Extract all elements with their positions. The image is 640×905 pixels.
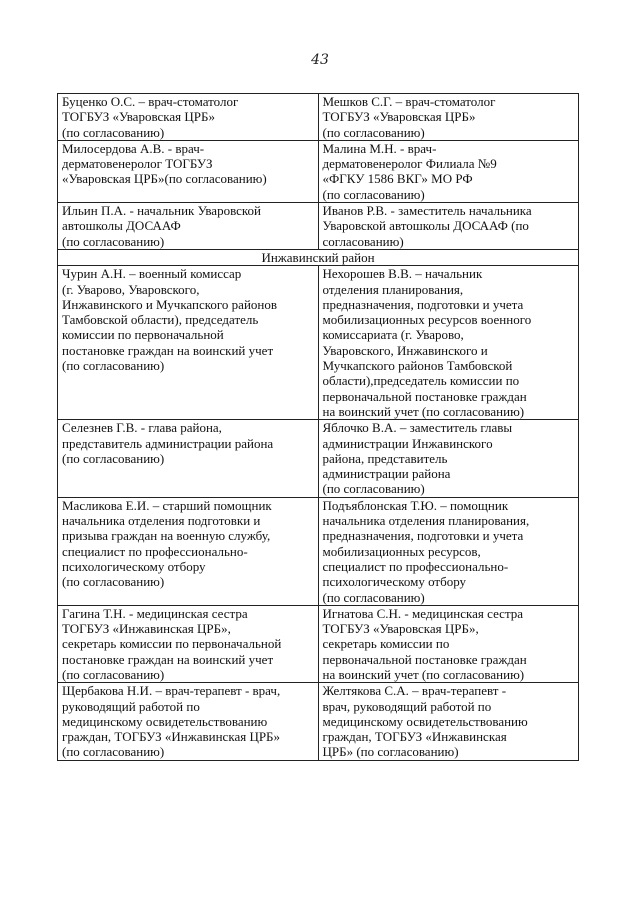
- cell-line: Чурин А.Н. – военный комиссар: [62, 266, 242, 282]
- cell-line: Подъяблонская Т.Ю. – помощник: [322, 497, 509, 513]
- cell-line: Масликова Е.И. – старший помощник: [62, 497, 272, 513]
- section-row: [58, 249, 579, 265]
- cell-line: первоначальной постановке граждан: [322, 651, 527, 667]
- cell-line: медицинскому освидетельствованию: [322, 713, 528, 729]
- commission-table: [57, 93, 579, 761]
- cell-line: (по согласованию): [62, 233, 165, 249]
- member-cell-right: [318, 420, 579, 497]
- cell-line: начальника отделения планирования,: [322, 513, 530, 529]
- cell-line: Инжавинского и Мучкапского районов: [62, 296, 277, 312]
- cell-line: специалист по профессионально-: [322, 558, 509, 574]
- cell-line: психологическому отбору: [322, 574, 467, 590]
- cell-line: Иванов Р.В. - заместитель начальника: [322, 203, 532, 219]
- cell-line: (по согласованию): [62, 744, 165, 760]
- cell-line: (г. Уварово, Уваровского,: [62, 281, 200, 297]
- member-cell-left: [58, 497, 319, 605]
- cell-line: комиссии по первоначальной: [62, 327, 224, 343]
- cell-line: граждан, ТОГБУЗ «Инжавинская: [322, 729, 507, 745]
- cell-line: Селезнев Г.В. - глава района,: [62, 420, 222, 436]
- cell-line: постановке граждан на воинский учет: [62, 651, 274, 667]
- member-cell-left: [58, 683, 319, 760]
- member-cell-left: [58, 420, 319, 497]
- cell-line: автошколы ДОСААФ: [62, 218, 181, 234]
- cell-line: (по согласованию): [62, 666, 165, 682]
- cell-line: секретарь комиссии по первоначальной: [62, 636, 282, 652]
- cell-line: ТОГБУЗ «Уваровская ЦРБ»,: [322, 621, 479, 637]
- cell-line: Нехорошев В.В. – начальник: [322, 266, 483, 282]
- cell-line: администрации района: [322, 466, 451, 482]
- cell-line: Ильин П.А. - начальник Уваровской: [62, 203, 262, 219]
- cell-line: призыва граждан на военную службу,: [62, 528, 271, 544]
- member-cell-left: [58, 605, 319, 682]
- member-cell-left: [58, 266, 319, 420]
- cell-line: (по согласованию): [62, 358, 165, 374]
- cell-line: мобилизационных ресурсов,: [322, 543, 481, 559]
- cell-line: Уваровской автошколы ДОСААФ (по: [322, 218, 529, 234]
- cell-line: ТОГБУЗ «Уваровская ЦРБ»: [322, 109, 476, 125]
- cell-line: «ФГКУ 1586 ВКГ» МО РФ: [322, 171, 473, 187]
- cell-line: Яблочко В.А. – заместитель главы: [322, 420, 513, 436]
- cell-line: медицинскому освидетельствованию: [62, 713, 268, 729]
- cell-line: Щербакова Н.И. – врач-терапевт - врач,: [62, 683, 281, 699]
- cell-line: района, представитель: [322, 450, 448, 466]
- cell-line: комиссариата (г. Уварово,: [322, 327, 464, 343]
- cell-line: Тамбовской области), председатель: [62, 312, 259, 328]
- cell-line: на воинский учет (по согласованию): [322, 666, 525, 682]
- member-cell-right: [318, 140, 579, 202]
- cell-line: психологическому отбору: [62, 558, 206, 574]
- cell-line: Желтякова С.А. – врач-терапевт -: [322, 683, 507, 699]
- table-row: [58, 683, 579, 760]
- table-row: [58, 140, 579, 202]
- table-row: [58, 266, 579, 420]
- cell-line: предназначения, подготовки и учета: [322, 528, 524, 544]
- cell-line: постановке граждан на воинский учет: [62, 342, 274, 358]
- table-row: [58, 94, 579, 141]
- member-cell-left: [58, 203, 319, 250]
- cell-line: первоначальной постановке граждан: [322, 388, 527, 404]
- member-cell-right: [318, 605, 579, 682]
- cell-line: руководящий работой по: [62, 698, 200, 714]
- member-cell-right: [318, 203, 579, 250]
- cell-line: Мешков С.Г. – врач-стоматолог: [322, 94, 496, 109]
- cell-line: секретарь комиссии по: [322, 636, 450, 652]
- cell-line: представитель администрации района: [62, 435, 274, 451]
- member-cell-left: [58, 94, 319, 141]
- table-row: [58, 605, 579, 682]
- cell-line: ТОГБУЗ «Инжавинская ЦРБ»,: [62, 621, 231, 637]
- table-row: [58, 497, 579, 605]
- member-cell-right: [318, 497, 579, 605]
- cell-line: Малина М.Н. - врач-: [322, 140, 437, 156]
- cell-line: Уваровского, Инжавинского и: [322, 342, 488, 358]
- cell-line: на воинский учет (по согласованию): [322, 403, 525, 419]
- cell-line: дерматовенеролог ТОГБУЗ: [62, 156, 213, 172]
- cell-line: Милосердова А.В. - врач-: [62, 140, 205, 156]
- section-heading: Инжавинский район: [58, 249, 579, 265]
- cell-line: (по согласованию): [322, 124, 425, 140]
- cell-line: (по согласованию): [62, 124, 165, 140]
- member-cell-right: [318, 683, 579, 760]
- cell-line: врач, руководящий работой по: [322, 698, 492, 714]
- cell-line: (по согласованию): [322, 186, 425, 202]
- cell-line: дерматовенеролог Филиала №9: [322, 156, 497, 172]
- cell-line: ЦРБ» (по согласованию): [322, 744, 459, 760]
- cell-line: согласованию): [322, 233, 404, 249]
- cell-line: области),председатель комиссии по: [322, 373, 520, 389]
- cell-line: (по согласованию): [322, 481, 425, 497]
- cell-line: Игнатова С.Н. - медицинская сестра: [322, 605, 524, 621]
- cell-line: Гагина Т.Н. - медицинская сестра: [62, 605, 248, 621]
- cell-line: (по согласованию): [62, 450, 165, 466]
- cell-line: предназначения, подготовки и учета: [322, 296, 524, 312]
- cell-line: Мучкапского районов Тамбовской: [322, 358, 513, 374]
- cell-line: мобилизационных ресурсов военного: [322, 312, 532, 328]
- cell-line: начальника отделения подготовки и: [62, 513, 261, 529]
- cell-line: Буценко О.С. – врач-стоматолог: [62, 94, 239, 109]
- table-row: [58, 420, 579, 497]
- cell-line: граждан, ТОГБУЗ «Инжавинская ЦРБ»: [62, 729, 281, 745]
- cell-line: (по согласованию): [322, 589, 425, 605]
- cell-line: ТОГБУЗ «Уваровская ЦРБ»: [62, 109, 215, 125]
- member-cell-right: [318, 94, 579, 141]
- cell-line: специалист по профессионально-: [62, 543, 248, 559]
- cell-line: отделения планирования,: [322, 281, 464, 297]
- cell-line: «Уваровская ЦРБ»(по согласованию): [62, 171, 267, 187]
- cell-line: администрации Инжавинского: [322, 435, 493, 451]
- page-number: 43: [311, 52, 329, 68]
- cell-line: (по согласованию): [62, 574, 165, 590]
- member-cell-right: [318, 266, 579, 420]
- table-row: [58, 203, 579, 250]
- member-cell-left: [58, 140, 319, 202]
